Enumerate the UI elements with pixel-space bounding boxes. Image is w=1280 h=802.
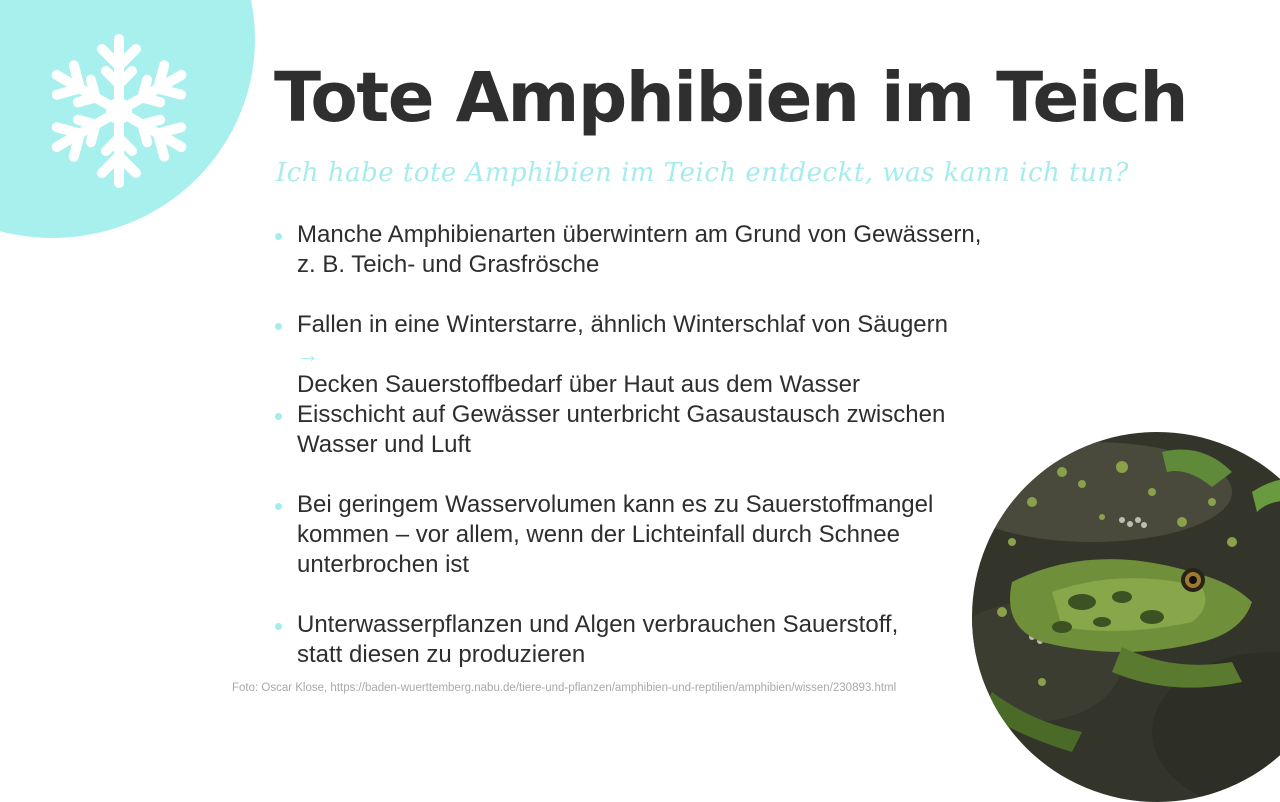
slide-subtitle: Ich habe tote Amphibien im Teich entdeckt, was kann ich tun?: [276, 158, 1129, 188]
bullet-dot: [275, 413, 282, 420]
bullet-dot: [275, 233, 282, 240]
bullet-line: Unterwasserpflanzen und Algen verbrauchen Sauerstoff,: [297, 611, 899, 638]
bullet-line: unterbrochen ist: [297, 551, 470, 578]
bullet-item: [274, 610, 1034, 670]
bullet-item: [274, 310, 1034, 400]
bullet-line: kommen – vor allem, wenn der Lichteinfall durch Schnee: [297, 521, 900, 548]
bullet-line: Decken Sauerstoffbedarf über Haut aus dem Wasser: [297, 371, 860, 398]
bullet-line: Manche Amphibienarten überwintern am Grund von Gewässern,: [297, 221, 982, 248]
bullet-line-with-arrow: [297, 340, 1034, 400]
arrow-right-icon: →: [297, 342, 319, 367]
bullet-dot: [275, 623, 282, 630]
bullet-line: z. B. Teich- und Grasfrösche: [297, 251, 600, 278]
bullet-item: [274, 400, 1034, 460]
bullet-item: [274, 490, 1034, 580]
bullet-line: statt diesen zu produzieren: [297, 641, 586, 668]
bullet-line: Wasser und Luft: [297, 431, 471, 458]
frog-photo: [972, 432, 1280, 802]
bullet-dot: [275, 503, 282, 510]
bullet-item: [274, 220, 1034, 280]
slide-title: Tote Amphibien im Teich: [274, 58, 1188, 138]
bullet-line: Bei geringem Wasservolumen kann es zu Sauerstoffmangel: [297, 491, 934, 518]
bullet-dot: [275, 323, 282, 330]
snowflake-icon: [48, 32, 190, 190]
bullet-line: Eisschicht auf Gewässer unterbricht Gasaustausch zwischen: [297, 401, 946, 428]
bullet-line: Fallen in eine Winterstarre, ähnlich Winterschlaf von Säugern: [297, 311, 948, 338]
photo-caption: Foto: Oscar Klose, https://baden-wuerttemberg.nabu.de/tiere-und-pflanzen/amphibien-und-reptilien/amphibien/wissen/230893.html: [232, 682, 897, 694]
